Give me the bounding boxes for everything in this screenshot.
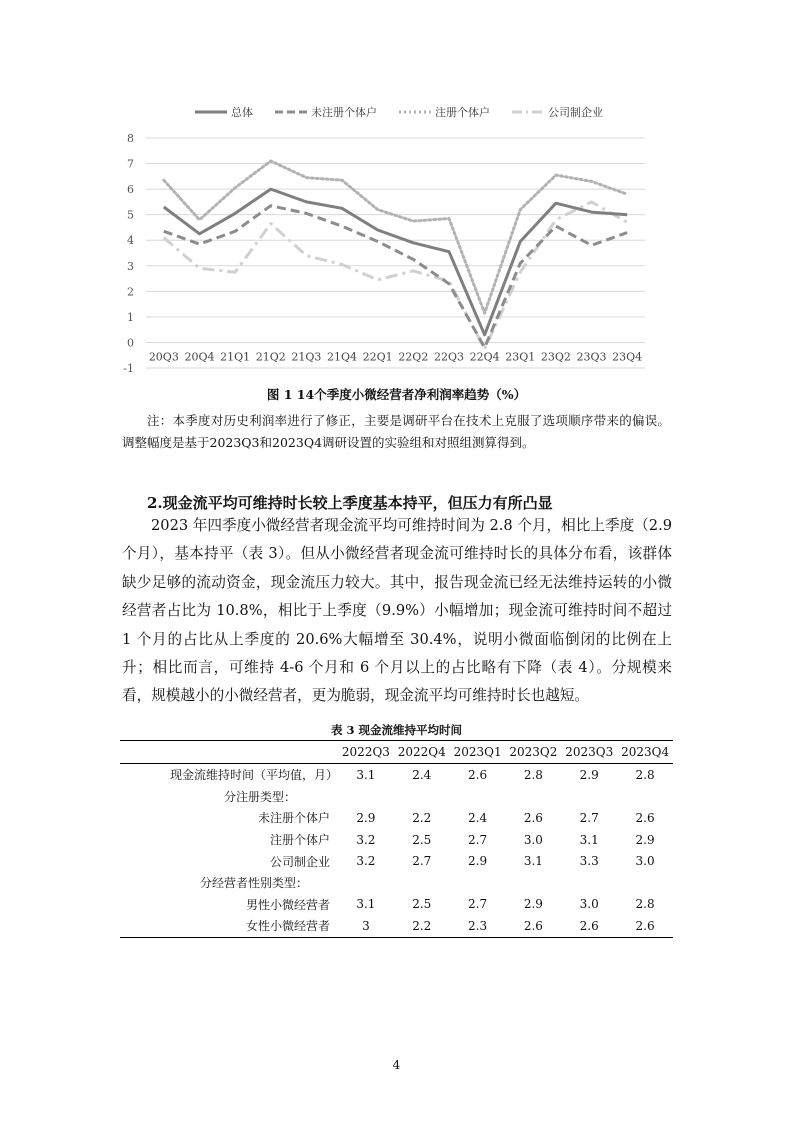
table-cell: 3.1 — [579, 832, 599, 847]
table-cell: 3.1 — [356, 897, 376, 912]
x-tick-label: 21Q1 — [220, 350, 251, 364]
x-tick-label: 22Q2 — [398, 350, 429, 364]
y-tick-label: 8 — [127, 132, 134, 145]
x-tick-label: 22Q4 — [469, 350, 500, 364]
table-cell — [394, 786, 450, 808]
y-tick-label: -1 — [123, 362, 134, 375]
table-cell: 3.2 — [356, 832, 376, 847]
table-cell — [338, 872, 394, 894]
x-tick-label: 23Q2 — [540, 350, 571, 364]
table-cell: 2.9 — [468, 854, 488, 869]
table-cell — [561, 872, 617, 894]
table-cell: 2.8 — [523, 767, 543, 782]
table-cell: 2.7 — [468, 832, 488, 847]
table-cell — [505, 872, 561, 894]
column-header: 2023Q2 — [505, 741, 561, 764]
y-tick-label: 2 — [127, 285, 134, 299]
table-row — [120, 915, 673, 937]
cash-flow-table — [120, 740, 673, 938]
y-tick-label: 3 — [127, 259, 134, 273]
table-cell: 2.7 — [412, 854, 432, 869]
table-row — [120, 807, 673, 829]
column-header: 2022Q3 — [338, 741, 394, 764]
x-tick-label: 23Q1 — [505, 350, 536, 364]
table-cell: 2.6 — [523, 918, 543, 933]
y-tick-label: 7 — [127, 157, 134, 171]
legend-label: 注册个体户 — [435, 106, 490, 119]
table-cell: 2.6 — [635, 918, 655, 933]
row-label: 公司制企业 — [269, 854, 330, 869]
y-tick-label: 6 — [127, 183, 134, 197]
figure-note: 注：本季度对历史利润率进行了修正，主要是调研平台在技术上克服了选项顺序带来的偏误。调整幅度是基于2023Q3和2023Q4调研设置的实验组和对照组测算得到。 — [122, 413, 670, 450]
table-cell: 3.0 — [523, 832, 543, 847]
row-label: 男性小微经营者 — [245, 897, 330, 912]
table-row — [120, 829, 673, 851]
x-tick-label: 21Q4 — [327, 350, 358, 364]
table-cell: 2.9 — [523, 897, 543, 912]
legend-label: 未注册个体户 — [311, 106, 377, 119]
y-tick-label: 5 — [127, 208, 134, 222]
y-tick-label: 0 — [127, 336, 134, 350]
column-header: 2023Q4 — [617, 741, 673, 764]
line-chart — [110, 128, 655, 378]
series-line-1 — [164, 189, 627, 335]
table-cell: 2.6 — [468, 767, 488, 782]
chart-legend — [195, 104, 603, 120]
table-cell: 2.7 — [579, 810, 599, 825]
legend-item-registered — [399, 104, 490, 120]
table-row — [120, 764, 673, 786]
y-tick-label: 1 — [127, 310, 134, 324]
x-tick-label: 23Q3 — [576, 350, 607, 364]
table-corner — [120, 741, 338, 764]
series-line-4 — [164, 202, 627, 349]
y-tick-label: 4 — [127, 234, 134, 248]
legend-label: 公司制企业 — [548, 106, 603, 119]
x-tick-label: 23Q4 — [612, 350, 643, 364]
table-cell: 2.3 — [468, 918, 488, 933]
table-cell — [561, 786, 617, 808]
column-header: 2023Q1 — [450, 741, 506, 764]
table-cell — [394, 872, 450, 894]
table-row — [120, 872, 673, 894]
table-cell — [617, 786, 673, 808]
table-cell: 2.9 — [635, 832, 655, 847]
table-cell — [505, 786, 561, 808]
table-cell: 3.2 — [356, 854, 376, 869]
table-cell: 2.8 — [635, 897, 655, 912]
x-tick-label: 22Q1 — [362, 350, 393, 364]
table-cell — [450, 786, 506, 808]
legend-item-unregistered — [275, 104, 377, 120]
legend-swatch-dashed — [275, 109, 307, 115]
row-label: 女性小微经营者 — [245, 919, 330, 934]
legend-swatch-dashdot — [512, 109, 544, 115]
x-tick-label: 21Q3 — [291, 350, 322, 364]
table-cell: 2.6 — [579, 918, 599, 933]
table-cell: 2.5 — [412, 897, 432, 912]
body-paragraph: 2023 年四季度小微经营者现金流平均可维持时间为 2.8 个月，相比上季度（2.9 个月），基本持平（表 3）。但从小微经营者现金流可维持时长的具体分布看，该群体缺少足够的流动资金，现金流压力较大。其中，报告现金流已经无法维持运转的小微经营者占比为 10.8%，相比于上季度（9.9%）小幅增加；现金流可维持时间不超过 1 个月的占比从上季度的 20.6%大幅增至 30.4%，说明小微面临倒闭的比例在上升；相比而言，可维持 4-6 个月和 6 个月以上的占比略有下降（表 4）。分规模来看，规模越小的小微经营者，更为脆弱，现金流平均可维持时长也越短。 — [122, 517, 672, 705]
x-tick-label: 22Q3 — [433, 350, 464, 364]
table-row — [120, 894, 673, 916]
table-cell: 2.2 — [412, 918, 432, 933]
table-cell: 3 — [362, 918, 370, 933]
row-label: 现金流维持时间（平均值，月） — [169, 768, 338, 783]
column-header: 2023Q3 — [561, 741, 617, 764]
x-tick-label: 21Q2 — [255, 350, 286, 364]
legend-swatch-solid — [195, 109, 227, 115]
table-cell: 2.6 — [523, 810, 543, 825]
table-caption: 表 3 现金流维持平均时间 — [330, 723, 462, 737]
table-cell: 2.7 — [468, 897, 488, 912]
x-tick-label: 20Q3 — [148, 350, 179, 364]
legend-label: 总体 — [231, 106, 253, 119]
table-cell: 2.2 — [412, 810, 432, 825]
table-header-row — [120, 741, 673, 764]
legend-item-company — [512, 104, 603, 120]
table-cell — [338, 786, 394, 808]
row-group-label: 分经营者性别类型： — [199, 876, 308, 891]
table-cell: 2.4 — [412, 767, 432, 782]
table-cell: 2.8 — [635, 767, 655, 782]
table-cell: 2.5 — [412, 832, 432, 847]
table-cell — [450, 872, 506, 894]
table-cell: 2.6 — [635, 810, 655, 825]
table-cell: 3.0 — [579, 897, 599, 912]
table-cell — [617, 872, 673, 894]
table-cell: 2.9 — [579, 767, 599, 782]
row-label: 未注册个体户 — [257, 811, 330, 826]
table-cell: 3.1 — [356, 767, 376, 782]
page-number: 4 — [392, 1058, 401, 1072]
table-cell: 3.1 — [523, 854, 543, 869]
x-tick-label: 20Q4 — [184, 350, 215, 364]
table-cell: 3.3 — [579, 854, 599, 869]
table-cell: 2.4 — [468, 810, 488, 825]
table-row — [120, 850, 673, 872]
table-cell: 3.0 — [635, 854, 655, 869]
row-label: 注册个体户 — [269, 833, 330, 848]
section-heading: 2.现金流平均可维持时长较上季度基本持平，但压力有所凸显 — [147, 494, 553, 512]
figure-caption: 图 1 14个季度小微经营者净利润率趋势（%） — [266, 387, 527, 402]
row-group-label: 分注册类型： — [223, 789, 296, 804]
column-header: 2022Q4 — [394, 741, 450, 764]
legend-swatch-dotted — [399, 109, 431, 115]
table-row — [120, 786, 673, 808]
table-cell: 2.9 — [356, 810, 376, 825]
legend-item-total — [195, 104, 253, 120]
